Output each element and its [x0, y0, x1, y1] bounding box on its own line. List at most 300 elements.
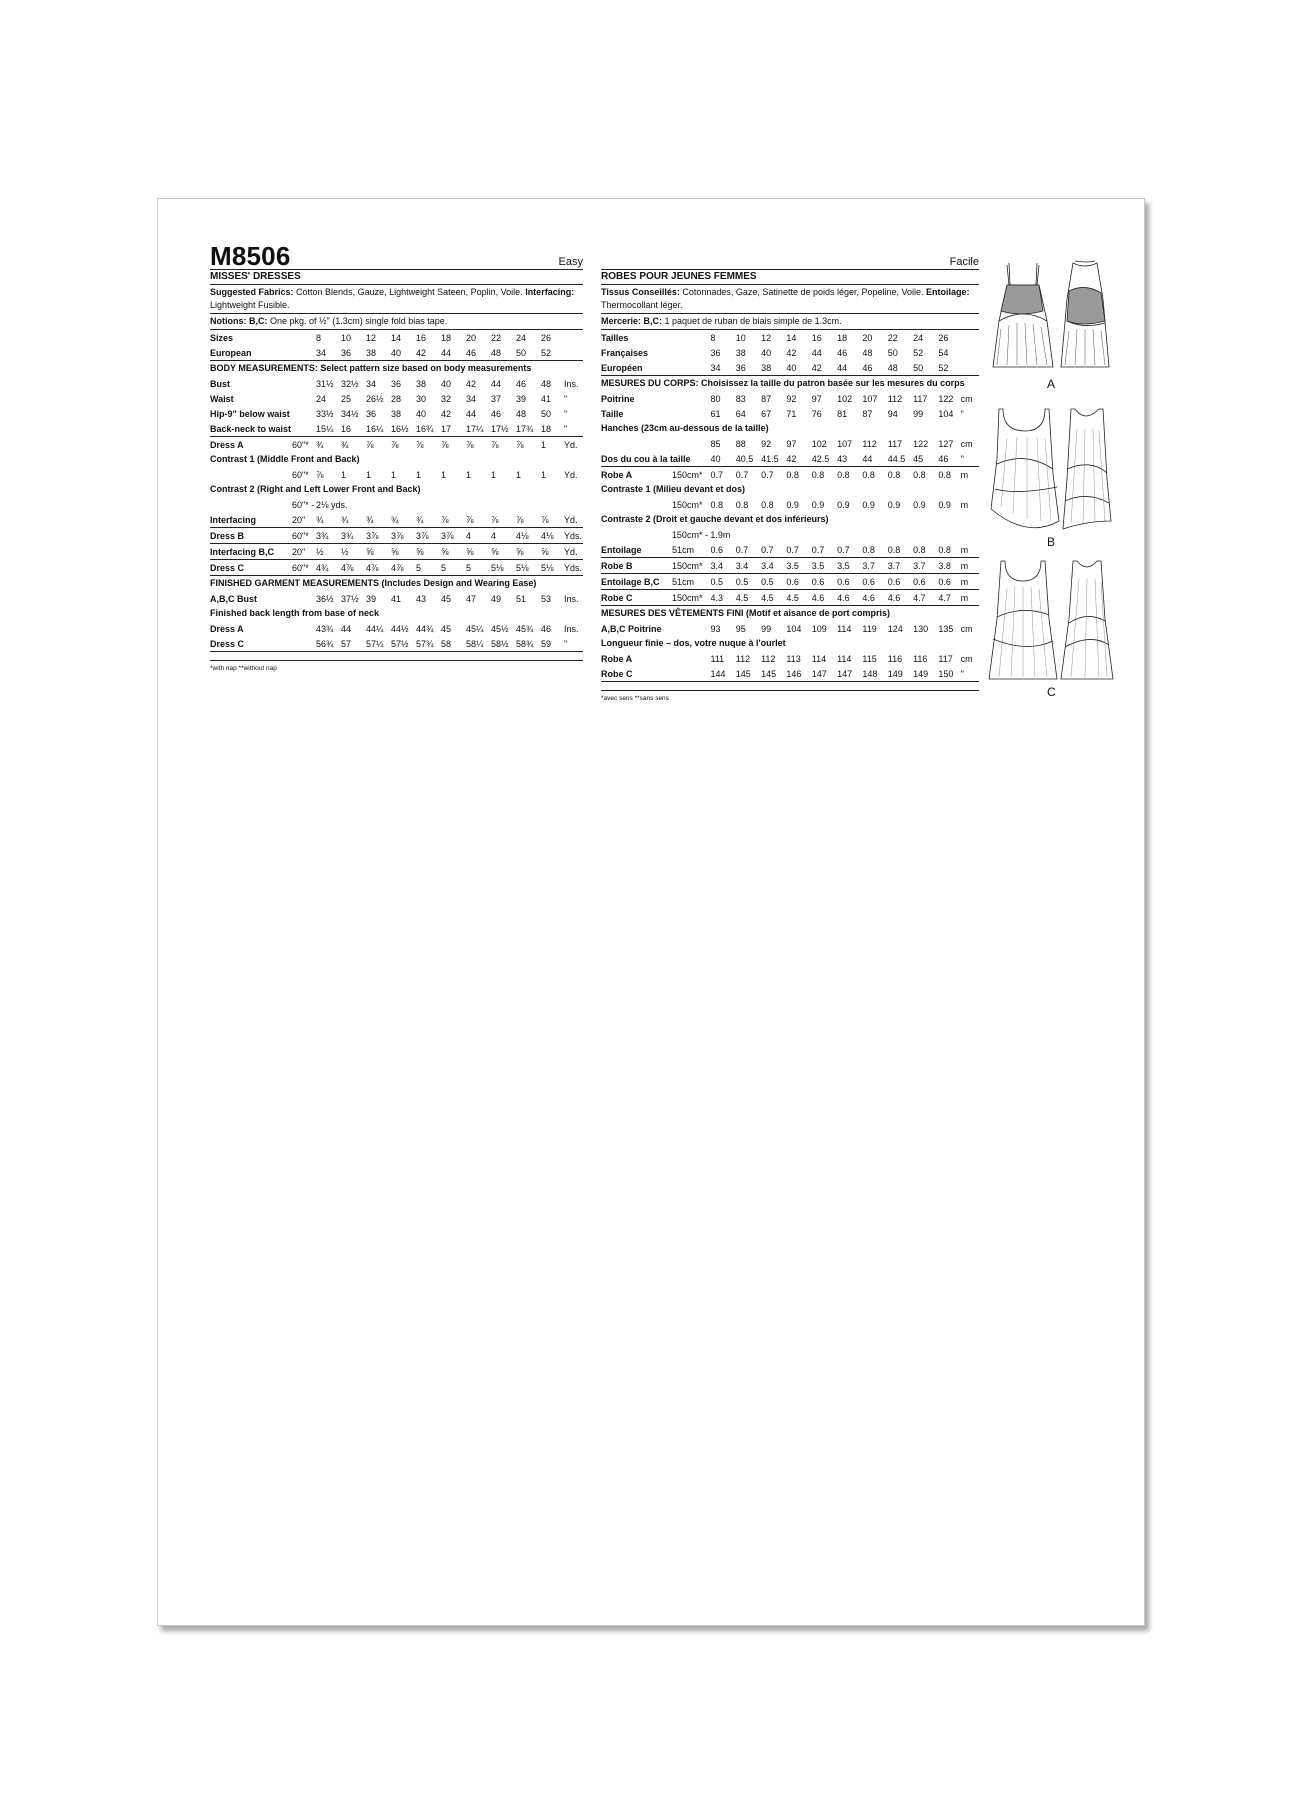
- cell: 0.8: [811, 469, 825, 480]
- cell: [292, 376, 316, 391]
- cell: 20": [292, 544, 316, 560]
- cell: 44½: [391, 623, 409, 634]
- cell: Ins.: [564, 623, 579, 634]
- sketch-label-a: A: [1047, 377, 1056, 391]
- cell: 49: [491, 593, 502, 604]
- cell: 40.5: [736, 451, 761, 467]
- cell: 113: [786, 653, 801, 664]
- table-row: [210, 330, 583, 345]
- cell: 112: [735, 653, 751, 664]
- table-row: [210, 544, 583, 560]
- cell: 46: [516, 378, 527, 389]
- cell: ⅞: [516, 512, 541, 528]
- row-label: Dos du cou à la taille: [601, 451, 672, 467]
- cell: 0.6: [913, 574, 938, 590]
- cell: 0.8: [938, 542, 960, 558]
- cell: [961, 360, 979, 376]
- row-label: Entoilage: [601, 542, 672, 558]
- cell: 58: [441, 636, 466, 652]
- cell: ": [961, 666, 979, 682]
- cell: 58¼: [466, 636, 491, 652]
- row-label: Sizes: [210, 332, 234, 343]
- cell: 38: [366, 345, 391, 361]
- cell: 127: [938, 438, 954, 449]
- dress-sketches-svg: [987, 259, 1127, 729]
- table-row: [210, 497, 583, 512]
- cell: 116: [913, 653, 928, 664]
- header-en: [210, 243, 583, 270]
- cell: ½: [341, 544, 366, 560]
- cell: 18: [837, 332, 848, 343]
- cell: 0.8: [887, 469, 901, 480]
- cell: Yd.: [564, 469, 578, 480]
- header-fr: [601, 243, 979, 270]
- row-label: Robe A: [601, 653, 633, 664]
- cell: 25: [341, 393, 352, 404]
- cell: 150cm*: [671, 469, 703, 480]
- table-row: [601, 330, 979, 345]
- difficulty-en: Easy: [558, 256, 583, 268]
- cell: 1: [541, 469, 547, 480]
- cell: 107: [862, 393, 878, 404]
- cell: 64: [735, 408, 746, 419]
- cell: 30: [416, 393, 427, 404]
- cell: 93: [710, 623, 721, 634]
- cell: ": [564, 636, 583, 652]
- yardage-robe-b-fr: [601, 558, 979, 574]
- cell: 1: [541, 439, 547, 450]
- table-row: [601, 558, 979, 574]
- cell: 1: [516, 469, 522, 480]
- finished-lengths-en: [210, 621, 583, 652]
- cell: 4¾: [316, 560, 341, 576]
- cell: 42: [786, 347, 797, 358]
- cell: 4.7: [938, 590, 960, 606]
- cell: 122: [913, 438, 929, 449]
- yardage-dress-c-en: [210, 560, 583, 576]
- cell: 0.8: [913, 469, 926, 480]
- cell: 115: [862, 653, 877, 664]
- finished-bust-fr: [601, 621, 979, 636]
- cell: 1: [466, 469, 472, 480]
- cell: 5: [466, 560, 491, 576]
- cell: 4.5: [736, 590, 761, 606]
- cell: 0.9: [938, 499, 951, 510]
- cell: 146: [786, 666, 811, 682]
- cell: 51: [516, 593, 527, 604]
- table-row: [601, 651, 979, 666]
- cell: 24: [316, 393, 327, 404]
- cell: 0.8: [761, 499, 774, 510]
- row-label: European: [210, 345, 292, 361]
- cell: 44: [837, 360, 862, 376]
- row-label: [601, 436, 672, 451]
- cell: [292, 421, 316, 437]
- cell: 24: [516, 332, 527, 343]
- cell: 150cm*: [671, 499, 703, 510]
- cell: [292, 345, 316, 361]
- cell: 0.8: [735, 499, 749, 510]
- cell: 3.7: [888, 558, 913, 574]
- cell: 0.8: [837, 469, 850, 480]
- row-label: Robe B: [601, 558, 672, 574]
- cell: 107: [837, 438, 853, 449]
- cell: 92: [761, 438, 772, 449]
- cell: 45: [913, 451, 938, 467]
- cell: 88: [735, 438, 746, 449]
- cell: 22: [887, 332, 898, 343]
- cell: 150cm* -: [671, 529, 708, 540]
- fabrics-en: Suggested Fabrics: Cotton Blends, Gauze, Lightweight Sateen, Poplin, Voile. Interfacing: Lightweight Fusible.: [210, 285, 583, 314]
- title-en: MISSES' DRESSES: [210, 270, 583, 285]
- difficulty-fr: Facile: [949, 256, 979, 268]
- cell: 0.7: [786, 542, 811, 558]
- cell: 10: [735, 332, 746, 343]
- cell: 46: [466, 345, 491, 361]
- contrast2-title-fr: Contraste 2 (Droit et gauche devant et dos inférieurs): [601, 514, 829, 524]
- cell: 40: [710, 451, 735, 467]
- back-length-title-fr: Longueur finie – dos, votre nuque à l'ourlet: [601, 638, 786, 648]
- cell: 46: [862, 360, 887, 376]
- table-row: [601, 574, 979, 590]
- cell: 0.6: [710, 542, 735, 558]
- cell: 37: [491, 393, 502, 404]
- entoilage-a-fr: [601, 542, 979, 558]
- cell: 45: [441, 593, 452, 604]
- row-label: Waist: [210, 393, 234, 404]
- cell: 42: [441, 408, 452, 419]
- row-label: A,B,C Poitrine: [601, 623, 662, 634]
- cell: m: [961, 590, 979, 606]
- interfacing-a-en: [210, 512, 583, 528]
- cell: 5⅛: [516, 560, 541, 576]
- cell: 0.6: [938, 574, 960, 590]
- cell: 17: [441, 421, 466, 437]
- table-row: [210, 376, 583, 391]
- cell: 59: [541, 636, 564, 652]
- cell: m: [961, 542, 979, 558]
- cell: 18: [541, 421, 564, 437]
- cell: Yd.: [564, 439, 578, 450]
- cell: 16: [811, 332, 822, 343]
- cell: ⅝: [466, 544, 491, 560]
- cell: [961, 330, 979, 345]
- cell: 43¾: [316, 623, 334, 634]
- cell: 16: [416, 332, 427, 343]
- cell: 2⅛ yds.: [316, 499, 348, 510]
- cell: 3⅞: [441, 528, 466, 544]
- cell: 3.4: [710, 558, 735, 574]
- cell: 0.8: [710, 499, 723, 510]
- french-column: [601, 243, 979, 702]
- footnote-fr: *avec sens **sans sens: [601, 695, 669, 702]
- cell: Yds.: [564, 560, 583, 576]
- title-fr: ROBES POUR JEUNES FEMMES: [601, 270, 979, 285]
- cell: 44.5: [888, 451, 913, 467]
- row-label: [210, 497, 292, 512]
- fabrics-fr: Tissus Conseillés: Cotonnades, Gaze, Satinette de poids léger, Popeline, Voile. Entoilage: Thermocollant léger.: [601, 285, 979, 314]
- row-label: Bust: [210, 378, 230, 389]
- cell: 87: [862, 408, 873, 419]
- cell: 104: [786, 623, 802, 634]
- cell: [672, 360, 711, 376]
- cell: 36: [391, 378, 402, 389]
- sketch-label-c: C: [1047, 685, 1056, 699]
- yardage-robe-c-fr: [601, 590, 979, 606]
- cell: 71: [786, 408, 797, 419]
- cell: 40: [761, 347, 772, 358]
- cell: 33½: [316, 408, 334, 419]
- cell: m: [961, 574, 979, 590]
- cell: cm: [960, 438, 973, 449]
- cell: 38: [735, 347, 746, 358]
- cell: 97: [786, 438, 797, 449]
- footnote-en: *with nap **without nap: [210, 665, 277, 672]
- dress-a-front-sketch: [993, 263, 1053, 367]
- cell: ⅞: [466, 439, 474, 450]
- cell: 31½: [316, 378, 334, 389]
- cell: 3¾: [316, 528, 341, 544]
- row-label: Poitrine: [601, 393, 635, 404]
- cell: 42: [812, 360, 837, 376]
- cell: ⅝: [541, 544, 564, 560]
- cell: 41.5: [761, 451, 786, 467]
- cell: m: [960, 499, 969, 510]
- cell: 0.6: [812, 574, 837, 590]
- finished-title-en: FINISHED GARMENT MEASUREMENTS (Includes Design and Wearing Ease): [210, 578, 537, 588]
- cell: ⅝: [366, 544, 391, 560]
- finished-lengths-fr: [601, 651, 979, 682]
- cell: 34½: [341, 408, 359, 419]
- cell: 0.9: [913, 499, 926, 510]
- cell: 51cm: [672, 542, 711, 558]
- cell: 32: [441, 393, 452, 404]
- row-label: Dress A: [210, 623, 244, 634]
- cell: 20": [292, 512, 316, 528]
- cell: 37½: [341, 593, 359, 604]
- cell: 0.7: [812, 542, 837, 558]
- cell: [672, 345, 711, 360]
- sizes-table-en: [210, 330, 583, 361]
- cell: 0.6: [786, 574, 811, 590]
- technical-sketches: [987, 259, 1127, 734]
- cell: 44: [466, 408, 477, 419]
- row-label: Dress B: [210, 528, 292, 544]
- dress-b-back-sketch: [1063, 409, 1111, 529]
- cell: 117: [913, 393, 928, 404]
- cell: 52: [541, 345, 564, 361]
- cell: [564, 345, 583, 361]
- cell: 0.6: [837, 574, 862, 590]
- hip-title-fr: Hanches (23cm au-dessous de la taille): [601, 423, 769, 433]
- cell: 12: [761, 332, 772, 343]
- cell: 0.8: [862, 469, 875, 480]
- cell: Ins.: [564, 593, 579, 604]
- cell: ⅝: [416, 544, 441, 560]
- cell: 14: [391, 332, 402, 343]
- cell: 76: [811, 408, 822, 419]
- cell: [672, 436, 711, 451]
- cell: 26½: [366, 393, 384, 404]
- table-row: [210, 560, 583, 576]
- cell: ⅞: [441, 512, 466, 528]
- cell: 52: [938, 360, 960, 376]
- table-row: [601, 451, 979, 467]
- row-label: Robe C: [601, 666, 672, 682]
- dress-c-front-sketch: [989, 561, 1057, 679]
- cell: 85: [710, 438, 721, 449]
- cell: 48: [862, 347, 873, 358]
- entoilage-bc-fr: [601, 574, 979, 590]
- cell: 0.6: [862, 574, 887, 590]
- cell: 3⅞: [391, 528, 416, 544]
- cell: ": [564, 408, 568, 419]
- cell: 1: [391, 469, 397, 480]
- cell: ¾: [341, 512, 366, 528]
- cell: 34: [710, 360, 735, 376]
- cell: 8: [710, 332, 716, 343]
- cell: 4⅞: [341, 560, 366, 576]
- hip-fr: [601, 436, 979, 451]
- notions-en: Notions: B,C: One pkg. of ½" (1.3cm) single fold bias tape.: [210, 314, 583, 330]
- cell: 4.5: [761, 590, 786, 606]
- table-row: [601, 406, 979, 421]
- row-label: Françaises: [601, 347, 649, 358]
- cell: 4⅞: [391, 560, 416, 576]
- cell: 3.5: [837, 558, 862, 574]
- cell: 43: [416, 593, 427, 604]
- table-row: [210, 421, 583, 437]
- cell: Ins.: [564, 378, 579, 389]
- cell: 56¾: [316, 636, 341, 652]
- cell: 48: [516, 408, 527, 419]
- cell: 36: [736, 360, 761, 376]
- table-row: [601, 497, 979, 512]
- cell: 22: [491, 332, 502, 343]
- cell: 149: [913, 666, 938, 682]
- cell: 45: [441, 623, 452, 634]
- cell: 36: [341, 345, 366, 361]
- cell: 44¾: [416, 623, 434, 634]
- cell: 4.5: [786, 590, 811, 606]
- table-row: [210, 636, 583, 652]
- cell: 47: [466, 593, 477, 604]
- table-row: [601, 391, 979, 406]
- cell: 16¼: [366, 421, 391, 437]
- cell: 34: [316, 345, 341, 361]
- cell: 41: [391, 593, 402, 604]
- cell: 145: [761, 666, 786, 682]
- cell: 4.3: [710, 590, 735, 606]
- cell: 0.9: [862, 499, 875, 510]
- row-label: Tailles: [601, 332, 629, 343]
- body-table-fr: [601, 391, 979, 421]
- cell: 34: [366, 378, 377, 389]
- cell: 0.5: [761, 574, 786, 590]
- cell: 58½: [491, 636, 516, 652]
- cell: 0.7: [761, 542, 786, 558]
- cell: 99: [761, 623, 772, 634]
- cell: Yd.: [564, 512, 583, 528]
- cell: 0.5: [710, 574, 735, 590]
- table-row: [210, 621, 583, 636]
- cell: 39: [516, 393, 527, 404]
- cell: 95: [735, 623, 746, 634]
- cell: 111: [710, 653, 725, 664]
- cell: 0.8: [913, 542, 938, 558]
- cell: 0.7: [761, 469, 774, 480]
- cell: 0.7: [837, 542, 862, 558]
- cell: 41: [541, 393, 552, 404]
- cell: 114: [837, 653, 852, 664]
- cell: 5⅛: [541, 560, 564, 576]
- cell: Yds.: [564, 528, 583, 544]
- cell: ": [960, 408, 964, 419]
- row-label: Hip-9" below waist: [210, 408, 290, 419]
- cell: 119: [862, 623, 877, 634]
- cell: [672, 651, 711, 666]
- cell: ½: [316, 544, 341, 560]
- row-label: Dress C: [210, 560, 292, 576]
- table-row: [601, 527, 979, 542]
- cell: 114: [837, 623, 852, 634]
- cell: [292, 591, 316, 606]
- cell: ⅞: [366, 439, 374, 450]
- cell: ⅞: [466, 512, 491, 528]
- cell: 38: [391, 408, 402, 419]
- row-label: Interfacing: [210, 512, 292, 528]
- contrast2-title-en: Contrast 2 (Right and Left Lower Front and Back): [210, 484, 421, 494]
- cell: 145: [736, 666, 761, 682]
- cell: 97: [811, 393, 822, 404]
- cell: 8: [316, 332, 322, 343]
- cell: ⅞: [516, 439, 524, 450]
- contrast1-title-fr: Contraste 1 (Milieu devant et dos): [601, 484, 746, 494]
- cell: [961, 345, 979, 360]
- cell: 135: [938, 623, 954, 634]
- table-row: [210, 591, 583, 606]
- cell: ⅞: [416, 439, 424, 450]
- cell: [672, 391, 711, 406]
- cell: 50: [541, 408, 552, 419]
- table-row: [601, 467, 979, 482]
- cell: 61: [710, 408, 721, 419]
- cell: [292, 621, 316, 636]
- table-row: [210, 437, 583, 452]
- cell: 1: [366, 469, 372, 480]
- cell: 116: [887, 653, 903, 664]
- cell: 58¾: [516, 636, 541, 652]
- cell: 0.8: [786, 469, 799, 480]
- cell: ¾: [341, 439, 349, 450]
- cell: 0.7: [736, 542, 761, 558]
- cell: 60"*: [292, 528, 316, 544]
- row-label: Dress C: [210, 636, 292, 652]
- cell: 0.8: [862, 542, 887, 558]
- cell: ¾: [366, 512, 391, 528]
- row-label: Robe A: [601, 469, 633, 480]
- dress-a-back-sketch: [1061, 261, 1109, 367]
- cell: 16¾: [416, 421, 441, 437]
- cell: 144: [710, 666, 735, 682]
- cell: Yd.: [564, 544, 583, 560]
- cell: 104: [938, 408, 954, 419]
- cell: 0.9: [786, 499, 799, 510]
- cell: ¾: [416, 512, 441, 528]
- cell: 28: [391, 393, 402, 404]
- cell: 3⅞: [366, 528, 391, 544]
- row-label: Dress A: [210, 439, 244, 450]
